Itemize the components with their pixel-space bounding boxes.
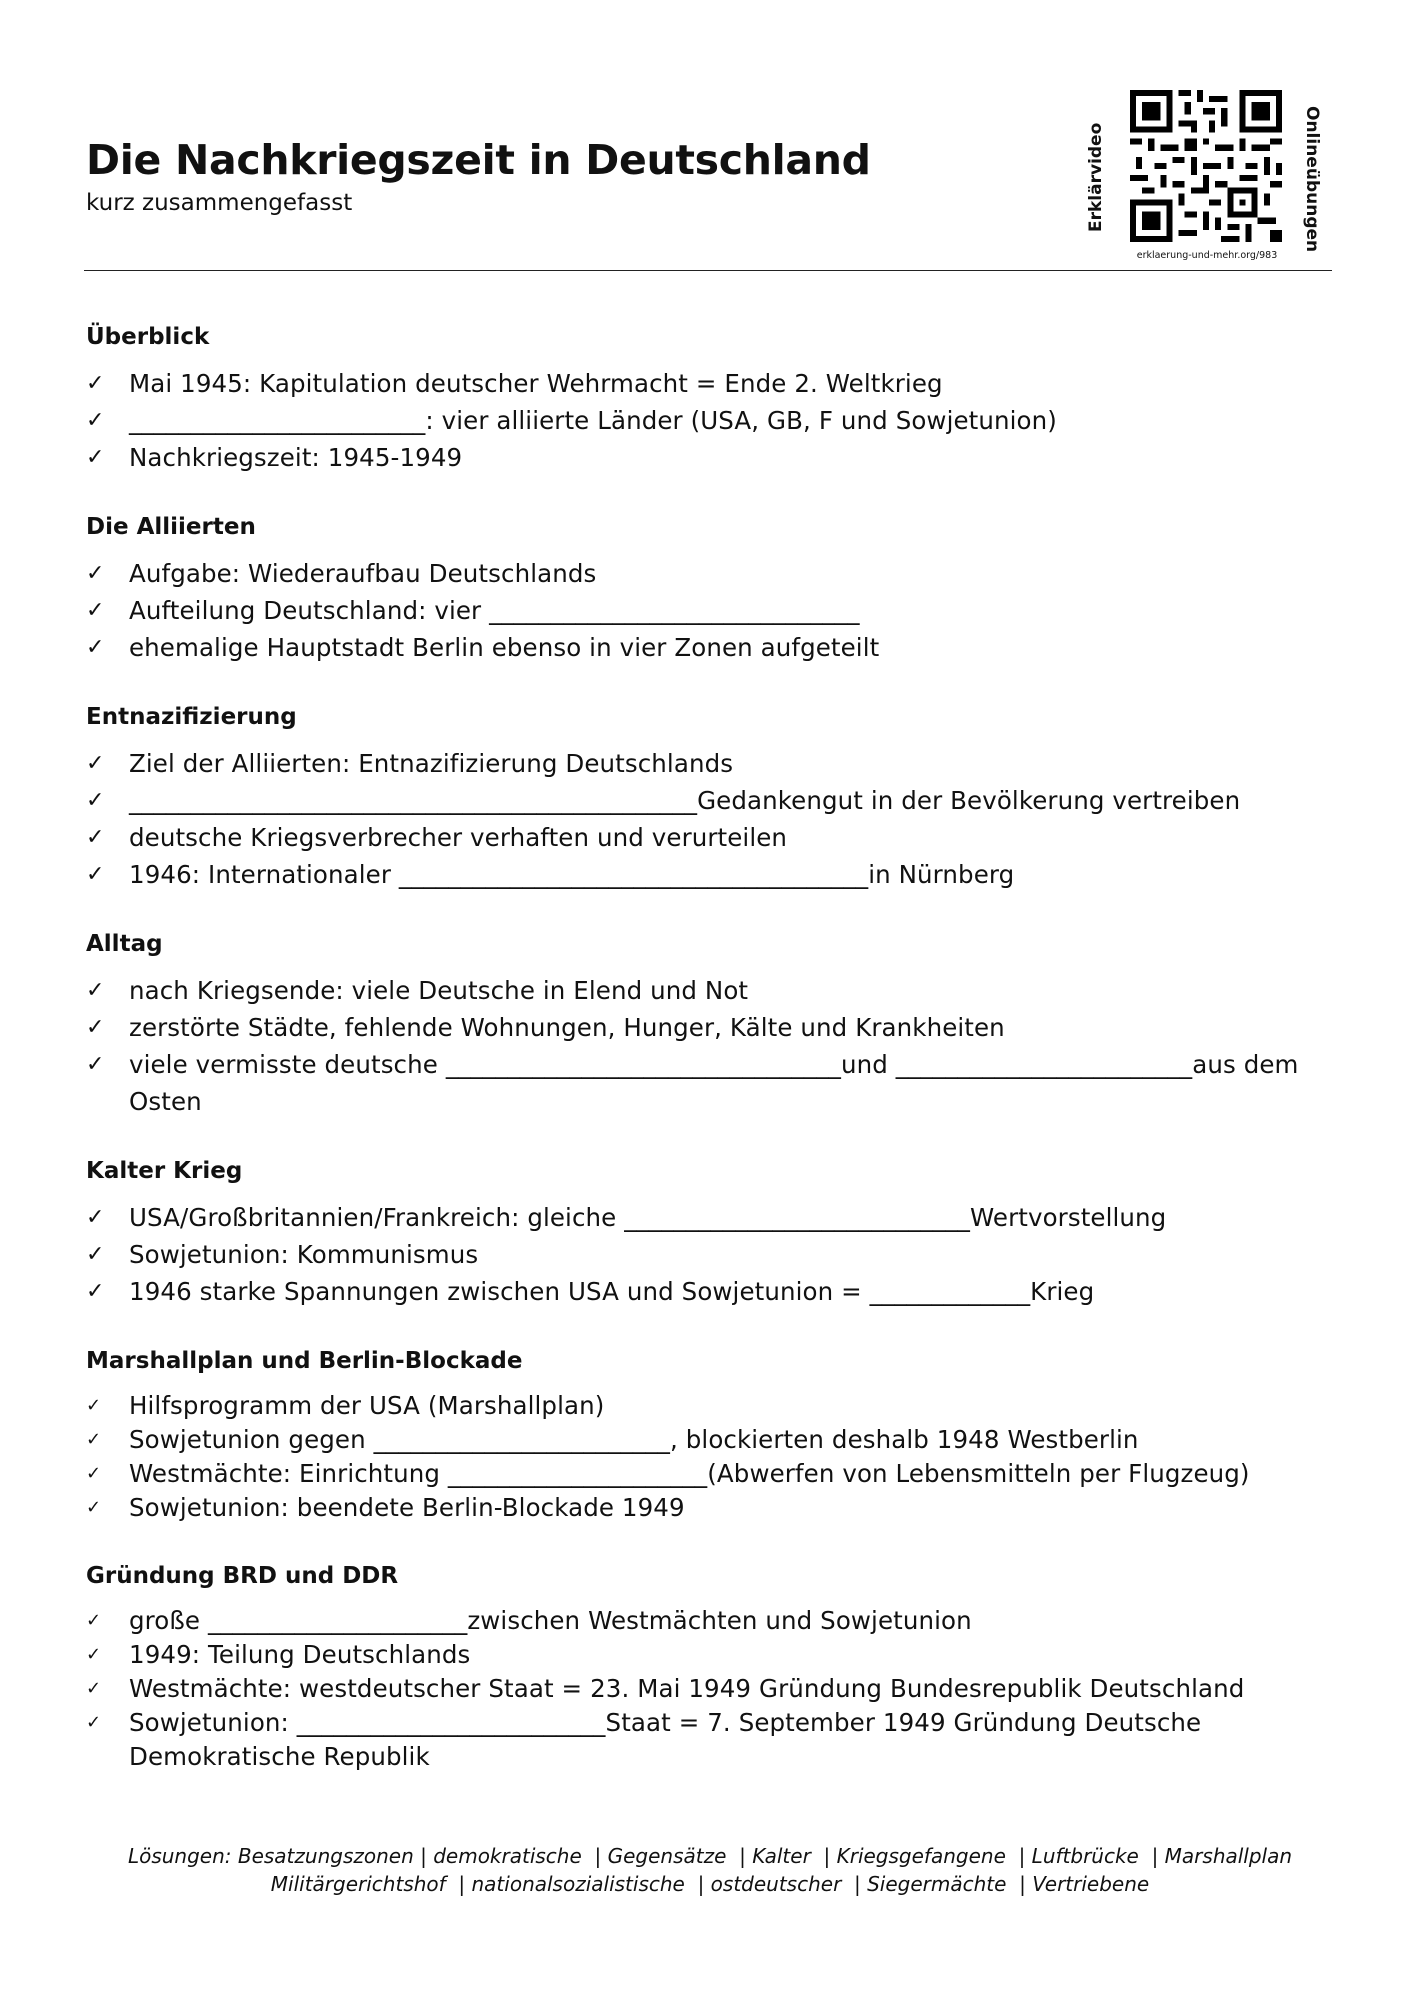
checkmark-icon: ✓ xyxy=(86,1242,105,1267)
checkmark-icon: ✓ xyxy=(86,598,105,623)
list-item: ✓ Nachkriegszeit: 1945-1949 xyxy=(86,439,1336,476)
checkmark-icon: ✓ xyxy=(86,1610,102,1631)
list-item: ✓ große _____________________zwischen Westmächten und Sowjetunion xyxy=(86,1604,1336,1638)
qr-url-text[interactable]: erklaerung-und-mehr.org/983 xyxy=(1136,250,1278,261)
checkmark-icon: ✓ xyxy=(86,1429,102,1450)
list-item: ✓ ehemalige Hauptstadt Berlin ebenso in vier Zonen aufgeteilt xyxy=(86,629,1336,666)
qr-label-exercises: Onlineübungen xyxy=(1302,106,1322,253)
section-heading: Die Alliierten xyxy=(86,514,256,540)
checkmark-icon: ✓ xyxy=(86,371,105,396)
list-item: ✓ Sowjetunion: _________________________Staat = 7. September 1949 Gründung Deutsche Demokratische Republik xyxy=(86,1708,1202,1771)
list-item: ✓ Hilfsprogramm der USA (Marshallplan) xyxy=(86,1389,1336,1423)
checkmark-icon: ✓ xyxy=(86,1052,105,1077)
content-area xyxy=(86,322,1336,1810)
checkmark-icon: ✓ xyxy=(86,1395,102,1416)
solutions-line-2: Militärgerichtshof | nationalsozialistische | ostdeutscher | Siegermächte | Vertriebene xyxy=(270,1872,1150,1896)
section-heading: Kalter Krieg xyxy=(86,1158,243,1184)
section-entnazifizierung xyxy=(86,702,1336,893)
section-alliierte xyxy=(86,512,1336,666)
checkmark-icon: ✓ xyxy=(86,1678,102,1699)
section-alltag xyxy=(86,929,1336,1120)
page-subtitle: kurz zusammengefasst xyxy=(86,190,353,216)
list-item: ✓ Westmächte: westdeutscher Staat = 23. Mai 1949 Gründung Bundesrepublik Deutschland xyxy=(86,1672,1336,1706)
checkmark-icon: ✓ xyxy=(86,1015,105,1040)
section-heading: Gründung BRD und DDR xyxy=(86,1563,399,1589)
solutions-footer xyxy=(70,1842,1350,1898)
page-title: Die Nachkriegszeit in Deutschland xyxy=(86,136,871,184)
checkmark-icon: ✓ xyxy=(86,1644,102,1665)
section-heading: Alltag xyxy=(86,931,163,957)
section-ueberblick xyxy=(86,322,1336,476)
checkmark-icon: ✓ xyxy=(86,1279,105,1304)
checkmark-icon: ✓ xyxy=(86,751,105,776)
header-divider xyxy=(84,270,1332,271)
checkmark-icon: ✓ xyxy=(86,825,105,850)
list-item: ✓ Sowjetunion gegen ________________________, blockierten deshalb 1948 Westberlin xyxy=(86,1423,1336,1457)
list-item: ✓ viele vermisste deutsche ________________________________und ________________________aus dem Osten xyxy=(86,1046,1336,1120)
section-kalter-krieg xyxy=(86,1156,1336,1310)
checkmark-icon: ✓ xyxy=(86,1497,102,1518)
list-item: ✓ Aufteilung Deutschland: vier ______________________________ xyxy=(86,592,1336,629)
checkmark-icon: ✓ xyxy=(86,408,105,433)
list-item: ✓ Aufgabe: Wiederaufbau Deutschlands xyxy=(86,555,1336,592)
qr-code-icon[interactable] xyxy=(1130,90,1282,242)
list-item: ✓ zerstörte Städte, fehlende Wohnungen, Hunger, Kälte und Krankheiten xyxy=(86,1009,1336,1046)
list-item: ✓ Westmächte: Einrichtung _____________________(Abwerfen von Lebensmitteln per Flugzeug) xyxy=(86,1457,1336,1491)
checkmark-icon: ✓ xyxy=(86,1205,105,1230)
list-item: ✓ deutsche Kriegsverbrecher verhaften und verurteilen xyxy=(86,819,1336,856)
section-gruendung xyxy=(86,1561,1336,1774)
list-item: ✓ Sowjetunion: Kommunismus xyxy=(86,1236,1336,1273)
list-item: ✓ 1946 starke Spannungen zwischen USA und Sowjetunion = _____________Krieg xyxy=(86,1273,1336,1310)
list-item: ✓ ________________________: vier alliierte Länder (USA, GB, F und Sowjetunion) xyxy=(86,402,1336,439)
checkmark-icon: ✓ xyxy=(86,978,105,1003)
list-item: ✓ USA/Großbritannien/Frankreich: gleiche ____________________________Wertvorstellung xyxy=(86,1199,1336,1236)
list-item: ✓ 1946: Internationaler ______________________________________in Nürnberg xyxy=(86,856,1336,893)
section-heading: Entnazifizierung xyxy=(86,704,297,730)
list-item: ✓ Mai 1945: Kapitulation deutscher Wehrmacht = Ende 2. Weltkrieg xyxy=(86,365,1336,402)
list-item: ✓ 1949: Teilung Deutschlands xyxy=(86,1638,1336,1672)
list-item: ✓ ______________________________________________Gedankengut in der Bevölkerung vertreiben xyxy=(86,782,1336,819)
list-item: ✓ nach Kriegsende: viele Deutsche in Elend und Not xyxy=(86,972,1336,1009)
qr-label-video: Erklärvideo xyxy=(1086,122,1106,232)
checkmark-icon: ✓ xyxy=(86,788,105,813)
checkmark-icon: ✓ xyxy=(86,635,105,660)
section-marshallplan xyxy=(86,1346,1336,1525)
checkmark-icon: ✓ xyxy=(86,561,105,586)
checkmark-icon: ✓ xyxy=(86,1463,102,1484)
solutions-line-1: Lösungen: Besatzungszonen | demokratische | Gegensätze | Kalter | Kriegsgefangene | Luftbrücke | Marshallplan xyxy=(127,1844,1293,1868)
section-heading: Überblick xyxy=(86,324,210,350)
checkmark-icon: ✓ xyxy=(86,862,105,887)
section-heading: Marshallplan und Berlin-Blockade xyxy=(86,1348,523,1374)
checkmark-icon: ✓ xyxy=(86,1712,102,1733)
list-item: ✓ Sowjetunion: beendete Berlin-Blockade 1949 xyxy=(86,1491,1336,1525)
checkmark-icon: ✓ xyxy=(86,445,105,470)
list-item: ✓ Ziel der Alliierten: Entnazifizierung Deutschlands xyxy=(86,745,1336,782)
